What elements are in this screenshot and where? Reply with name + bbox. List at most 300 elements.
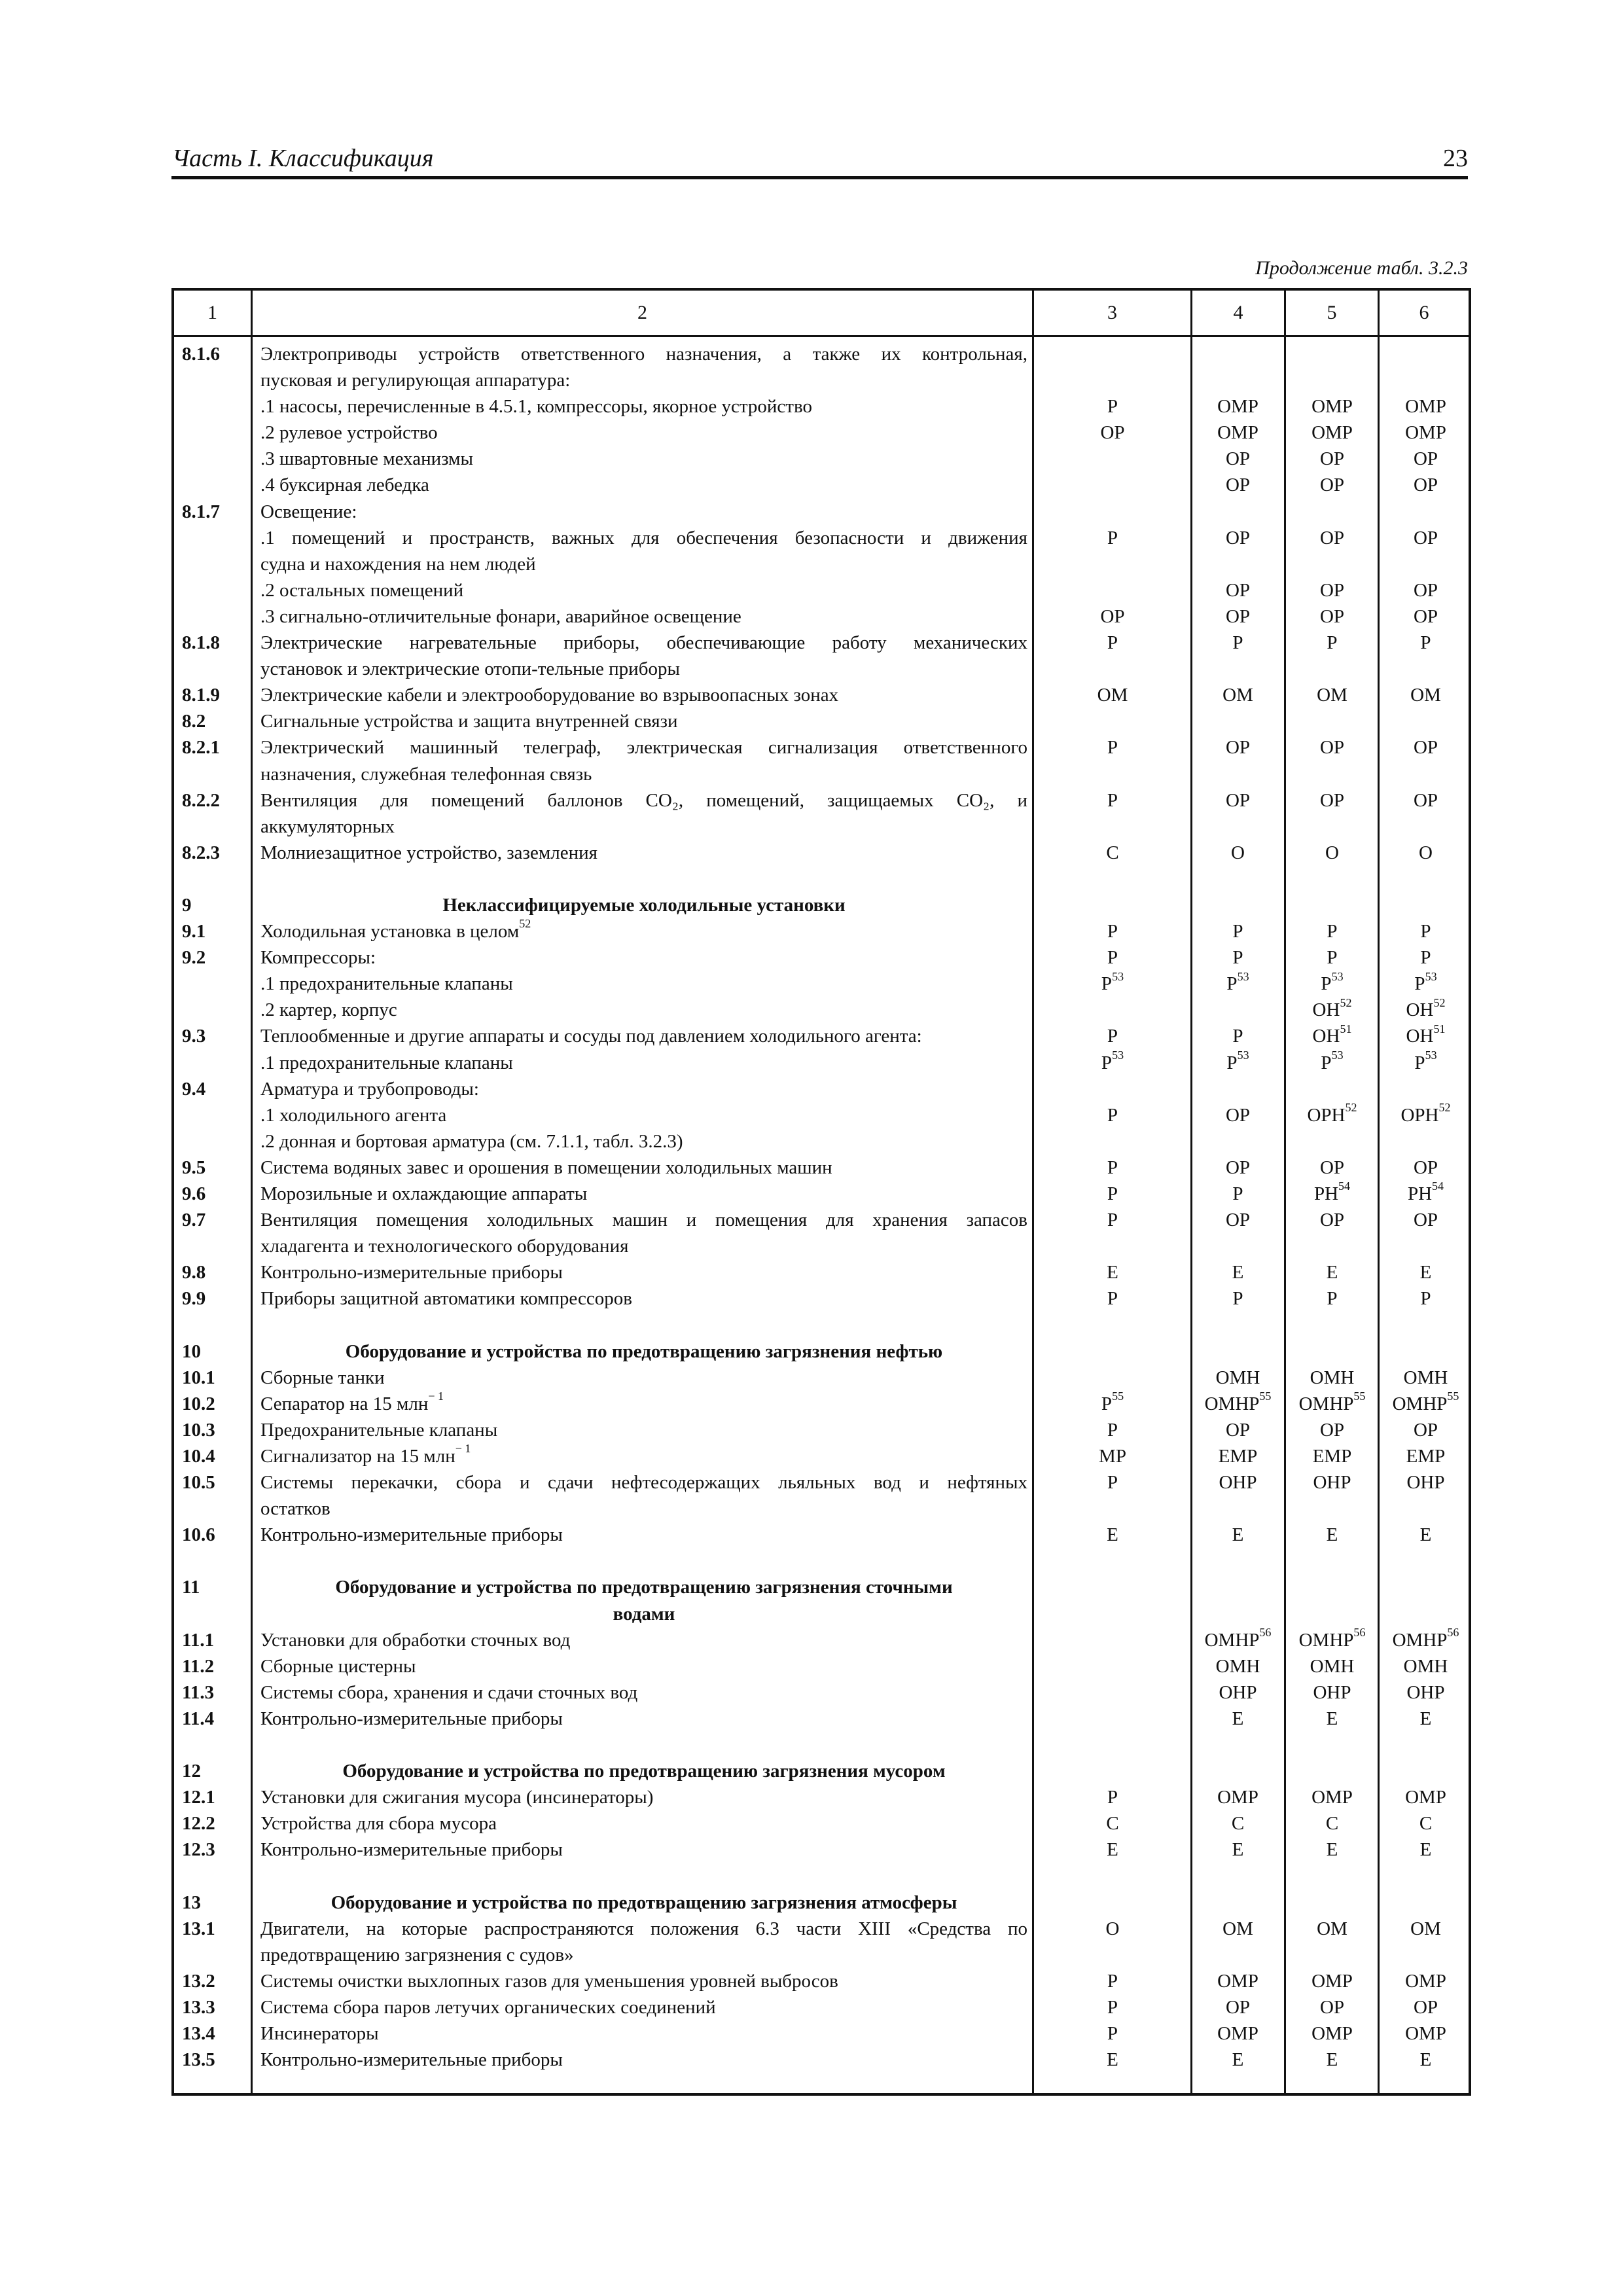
table-row — [174, 1968, 1469, 1994]
table-row — [174, 1496, 1469, 1522]
header-row-divider — [174, 335, 1469, 337]
value-col-5: ОР — [1319, 1419, 1345, 1441]
value-col-5: ОРН$^{52}$ — [1307, 1101, 1357, 1126]
value-col-5: Р — [1327, 1288, 1338, 1310]
row-description: Оборудование и устройства по предотвращению загрязнения сточными — [335, 1577, 953, 1598]
value-col-3: Р — [1107, 2023, 1118, 2044]
table-row — [174, 367, 1469, 393]
row-description: Контрольно-измерительные приборы — [260, 2049, 563, 2071]
table-row — [174, 1417, 1469, 1443]
table-row — [174, 1732, 1469, 1758]
row-number: 12 — [182, 1761, 201, 1782]
row-description: Сборные цистерны — [260, 1655, 416, 1677]
row-description: .3 швартовные механизмы — [260, 448, 473, 470]
row-description: Контрольно-измерительные приборы — [260, 1708, 563, 1729]
value-col-5: ОМР — [1311, 422, 1353, 444]
table-row — [174, 1233, 1469, 1259]
value-col-4: $Р^{53}$ — [1226, 969, 1249, 995]
value-col-5: ОР — [1319, 605, 1345, 627]
table-row — [174, 761, 1469, 787]
value-col-5: ОР — [1319, 448, 1345, 470]
value-col-5: Е — [1326, 1524, 1338, 1546]
value-col-3: Р — [1107, 1787, 1118, 1808]
row-description: Система водяных завес и орошения в помещении холодильных машин — [260, 1157, 832, 1178]
table-row — [174, 1365, 1469, 1391]
row-number: 12.2 — [182, 1813, 215, 1835]
value-col-3: Р — [1107, 921, 1118, 942]
row-number: 12.1 — [182, 1787, 215, 1808]
table-row — [174, 1758, 1469, 1784]
row-number: 9.2 — [182, 947, 206, 969]
value-col-4: Р — [1232, 921, 1243, 942]
value-col-6: ОМР — [1405, 1970, 1446, 1992]
row-number: 13.2 — [182, 1970, 215, 1992]
row-number: 8.1.6 — [182, 344, 220, 365]
value-col-3: Р — [1107, 527, 1118, 548]
value-col-4: ОМН — [1215, 1367, 1260, 1388]
row-description: Системы очистки выхлопных газов для уменьшения уровней выбросов — [260, 1970, 838, 1992]
column-header: 4 — [1233, 302, 1243, 323]
row-number: 9.1 — [182, 921, 206, 942]
row-description: судна и нахождения на нем людей — [260, 553, 536, 575]
value-col-4: ОМНР$^{56}$ — [1204, 1625, 1272, 1651]
table-row — [174, 1391, 1469, 1417]
classification-table — [171, 288, 1471, 2096]
table-row — [174, 551, 1469, 577]
row-number: 8.2.2 — [182, 789, 220, 811]
row-description: Электрический машинный телеграф, электрическая сигнализация ответственного — [260, 737, 1027, 759]
value-col-6: ОН$^{52}$ — [1406, 996, 1446, 1021]
value-col-6: Е — [1419, 1839, 1432, 1861]
row-number: 9.8 — [182, 1262, 206, 1283]
table-row — [174, 1338, 1469, 1365]
table-body — [174, 341, 1469, 2073]
table-row — [174, 1102, 1469, 1128]
table-row — [174, 656, 1469, 682]
row-number: 9.3 — [182, 1026, 206, 1047]
value-col-4: ОР — [1225, 1419, 1251, 1441]
table-row — [174, 1259, 1469, 1285]
table-row — [174, 1679, 1469, 1706]
column-header: 5 — [1327, 302, 1337, 323]
value-col-5: Р — [1327, 921, 1338, 942]
table-continuation-caption: Продолжение табл. 3.2.3 — [1255, 257, 1468, 279]
row-description: водами — [613, 1603, 675, 1624]
value-col-4: ОНР — [1219, 1681, 1257, 1703]
value-col-5: ОН$^{52}$ — [1312, 996, 1352, 1021]
row-description: пусковая и регулирующая аппаратура: — [260, 370, 571, 391]
table-row — [174, 1443, 1469, 1469]
row-number: 9.9 — [182, 1288, 206, 1310]
value-col-5: ОР — [1319, 1157, 1345, 1178]
table-row — [174, 1942, 1469, 1968]
row-number: 10 — [182, 1340, 201, 1362]
value-col-6: Р — [1420, 947, 1431, 969]
value-col-6: ОР — [1413, 605, 1438, 627]
table-row — [174, 577, 1469, 603]
table-row — [174, 393, 1469, 420]
value-col-3: Р — [1107, 1104, 1118, 1126]
row-description: .1 помещений и пространств, важных для обеспечения безопасности и движения — [260, 527, 1027, 548]
row-description: Контрольно-измерительные приборы — [260, 1839, 563, 1861]
value-col-4: ОР — [1225, 527, 1251, 548]
table-row — [174, 525, 1469, 551]
value-col-6: РН$^{54}$ — [1407, 1179, 1444, 1204]
value-col-4: ОМНР$^{55}$ — [1204, 1390, 1272, 1414]
value-col-5: ОМР — [1311, 1787, 1353, 1808]
table-row — [174, 1863, 1469, 1889]
value-col-6: ОНР — [1406, 1472, 1445, 1494]
table-row — [174, 2020, 1469, 2047]
table-row — [174, 1653, 1469, 1679]
value-col-4: ОМ — [1222, 1918, 1253, 1939]
row-number: 13.5 — [182, 2049, 215, 2071]
value-col-3: $Р^{53}$ — [1101, 969, 1124, 995]
table-row — [174, 1155, 1469, 1181]
value-col-6: ОР — [1413, 737, 1438, 759]
row-description: Сборные танки — [260, 1367, 385, 1388]
value-col-3: ОМ — [1097, 685, 1128, 706]
value-col-6: ОР — [1413, 448, 1438, 470]
row-description: Теплообменные и другие аппараты и сосуды под давлением холодильного агента: — [260, 1026, 922, 1047]
row-number: 13.4 — [182, 2023, 215, 2044]
value-col-6: ОР — [1413, 527, 1438, 548]
value-col-6: ОНР — [1406, 1681, 1445, 1703]
value-col-6: С — [1419, 1813, 1433, 1835]
table-row — [174, 892, 1469, 918]
row-description: .1 предохранительные клапаны — [260, 973, 513, 995]
table-row — [174, 1207, 1469, 1233]
row-description: Холодильная установка в целом$^{52}$ — [260, 917, 531, 942]
row-description: .2 остальных помещений — [260, 579, 464, 601]
value-col-3: Е — [1107, 1262, 1118, 1283]
table-row — [174, 1050, 1469, 1076]
value-col-4: ОР — [1225, 605, 1251, 627]
table-row — [174, 1706, 1469, 1732]
table-row — [174, 734, 1469, 761]
value-col-6: Е — [1419, 1708, 1432, 1729]
value-col-5: ОР — [1319, 1210, 1345, 1231]
row-description: Инсинераторы — [260, 2023, 379, 2044]
column-header: 6 — [1419, 302, 1429, 323]
table-row — [174, 1837, 1469, 1863]
value-col-3: Е — [1107, 1839, 1118, 1861]
value-col-6: Е — [1419, 1524, 1432, 1546]
row-description: Сигнальные устройства и защита внутренней связи — [260, 711, 678, 732]
row-number: 9.6 — [182, 1183, 206, 1204]
row-description: Оборудование и устройства по предотвращению загрязнения атмосферы — [330, 1892, 957, 1913]
value-col-3: МР — [1099, 1445, 1126, 1467]
value-col-5: ОР — [1319, 527, 1345, 548]
table-row — [174, 341, 1469, 367]
row-description: Молниезащитное устройство, заземления — [260, 842, 597, 863]
page-header-title: Часть I. Классификация — [172, 145, 434, 172]
value-col-4: Е — [1232, 1839, 1244, 1861]
row-number: 8.2.3 — [182, 842, 220, 863]
value-col-4: ОНР — [1219, 1472, 1257, 1494]
value-col-4: Е — [1232, 2049, 1244, 2071]
value-col-6: ОМН — [1403, 1367, 1448, 1388]
value-col-6: ОМН — [1403, 1655, 1448, 1677]
value-col-3: Е — [1107, 2049, 1118, 2071]
row-number: 11.4 — [182, 1708, 215, 1729]
table-row — [174, 1916, 1469, 1942]
row-description: Компрессоры: — [260, 947, 376, 969]
value-col-4: Е — [1232, 1262, 1244, 1283]
value-col-5: ОН$^{51}$ — [1312, 1022, 1352, 1047]
row-number: 8.1.9 — [182, 685, 220, 706]
value-col-3: Р — [1107, 1210, 1118, 1231]
table-row — [174, 1627, 1469, 1653]
table-header-row — [174, 291, 1469, 335]
value-col-3: Р — [1107, 396, 1118, 418]
row-number: 11.2 — [182, 1655, 215, 1677]
row-description: остатков — [260, 1498, 330, 1520]
value-col-5: ОР — [1319, 475, 1345, 496]
row-description: Контрольно-измерительные приборы — [260, 1524, 563, 1546]
row-description: Морозильные и охлаждающие аппараты — [260, 1183, 588, 1204]
value-col-3: ОР — [1100, 422, 1125, 444]
row-description: Сепаратор на 15 млн$^{- 1}$ — [260, 1390, 444, 1414]
value-col-6: ОР — [1413, 789, 1438, 811]
table-row — [174, 682, 1469, 708]
table-row — [174, 997, 1469, 1023]
value-col-4: Е — [1232, 1524, 1244, 1546]
table-row — [174, 630, 1469, 656]
value-col-3: Р — [1107, 1183, 1118, 1204]
table-row — [174, 446, 1469, 472]
table-row — [174, 420, 1469, 446]
value-col-4: ОМН — [1215, 1655, 1260, 1677]
value-col-5: ОМНР$^{55}$ — [1298, 1390, 1366, 1414]
table-row — [174, 472, 1469, 498]
table-row — [174, 814, 1469, 840]
value-col-6: ОР — [1413, 1157, 1438, 1178]
value-col-6: Р — [1420, 632, 1431, 654]
value-col-3: Р — [1107, 1288, 1118, 1310]
row-description: .2 рулевое устройство — [260, 422, 438, 444]
table-row — [174, 708, 1469, 734]
row-description: Оборудование и устройства по предотвращению загрязнения нефтью — [345, 1340, 943, 1362]
table-row — [174, 1128, 1469, 1155]
table-row — [174, 1469, 1469, 1496]
row-number: 9.5 — [182, 1157, 206, 1178]
value-col-4: ОР — [1225, 448, 1251, 470]
value-col-5: $Р^{53}$ — [1321, 1048, 1344, 1073]
value-col-6: ОМР — [1405, 1787, 1446, 1808]
value-col-6: ОР — [1413, 1419, 1438, 1441]
value-col-6: ОН$^{51}$ — [1406, 1022, 1446, 1047]
value-col-4: ЕМР — [1218, 1445, 1258, 1467]
value-col-4: Р — [1232, 1183, 1243, 1204]
value-col-3: С — [1106, 842, 1119, 863]
row-number: 10.4 — [182, 1445, 215, 1467]
value-col-5: ОМ — [1317, 1918, 1347, 1939]
value-col-3: Р — [1107, 1157, 1118, 1178]
row-description: Неклассифицируемые холодильные установки — [442, 894, 846, 916]
value-col-6: ОРН$^{52}$ — [1400, 1101, 1451, 1126]
value-col-3: Р — [1107, 1419, 1118, 1441]
value-col-5: ОНР — [1313, 1472, 1351, 1494]
value-col-5: ОМР — [1311, 396, 1353, 418]
value-col-5: ОМР — [1311, 1970, 1353, 1992]
table-row — [174, 866, 1469, 892]
row-number: 9.4 — [182, 1078, 206, 1100]
value-col-4: ОМР — [1217, 2023, 1258, 2044]
row-number: 9 — [182, 894, 192, 916]
value-col-6: ОМНР$^{56}$ — [1392, 1625, 1459, 1651]
row-number: 8.2.1 — [182, 737, 220, 759]
table-row — [174, 1890, 1469, 1916]
value-col-5: ЕМР — [1312, 1445, 1352, 1467]
value-col-4: Р — [1232, 947, 1243, 969]
value-col-5: Р — [1327, 947, 1338, 969]
table-row — [174, 1574, 1469, 1600]
row-description: Системы перекачки, сбора и сдачи нефтесодержащих льяльных вод и нефтяных — [260, 1472, 1027, 1494]
row-description: предотвращению загрязнения с судов» — [260, 1944, 574, 1965]
value-col-5: ОМНР$^{56}$ — [1298, 1625, 1366, 1651]
row-number: 10.1 — [182, 1367, 215, 1388]
value-col-6: Е — [1419, 2049, 1432, 2071]
table-row — [174, 2047, 1469, 2073]
value-col-5: ОР — [1319, 737, 1345, 759]
value-col-3: Р — [1107, 632, 1118, 654]
table-row — [174, 1784, 1469, 1810]
value-col-3: Р — [1107, 1026, 1118, 1047]
value-col-6: ОР — [1413, 1996, 1438, 2018]
page-number: 23 — [1443, 145, 1468, 172]
value-col-4: ОМ — [1222, 685, 1253, 706]
table-row — [174, 1601, 1469, 1627]
row-description: Двигатели, на которые распространяются положения 6.3 части XIII «Средства по — [260, 1918, 1027, 1939]
row-number: 10.3 — [182, 1419, 215, 1441]
value-col-6: ОМ — [1410, 685, 1441, 706]
table-row — [174, 840, 1469, 866]
table-row — [174, 971, 1469, 997]
value-col-3: $Р^{53}$ — [1101, 1048, 1124, 1073]
row-number: 11.1 — [182, 1629, 215, 1651]
value-col-5: ОНР — [1313, 1681, 1351, 1703]
value-col-5: О — [1325, 842, 1339, 863]
value-col-6: ОР — [1413, 579, 1438, 601]
table-row — [174, 1994, 1469, 2020]
row-number: 11.3 — [182, 1681, 215, 1703]
value-col-3: О — [1105, 1918, 1120, 1939]
value-col-6: Е — [1419, 1262, 1432, 1283]
row-description: Вентиляция помещения холодильных машин и помещения для хранения запасов — [260, 1210, 1027, 1231]
row-number: 8.1.8 — [182, 632, 220, 654]
row-number: 10.5 — [182, 1472, 215, 1494]
row-number: 10.2 — [182, 1393, 215, 1414]
value-col-5: ОМН — [1310, 1655, 1355, 1677]
row-number: 13 — [182, 1892, 201, 1913]
header-rule — [171, 176, 1468, 179]
row-description: хладагента и технологического оборудования — [260, 1236, 629, 1257]
row-description: Вентиляция для помещений баллонов СО₂, помещений, защищаемых СО₂, и — [260, 789, 1027, 811]
row-number: 8.1.7 — [182, 501, 220, 522]
value-col-6: Р — [1420, 1288, 1431, 1310]
row-description: .2 донная и бортовая арматура (см. 7.1.1, табл. 3.2.3) — [260, 1130, 683, 1152]
value-col-4: ОМР — [1217, 396, 1258, 418]
value-col-4: ОР — [1225, 1157, 1251, 1178]
table-row — [174, 1810, 1469, 1837]
row-description: установок и электрические отопи-тельные приборы — [260, 658, 680, 680]
value-col-6: ОМНР$^{55}$ — [1392, 1390, 1459, 1414]
row-description: Электрические кабели и электрооборудование во взрывоопасных зонах — [260, 685, 839, 706]
column-header: 1 — [207, 302, 217, 323]
table-row — [174, 1285, 1469, 1312]
value-col-4: ОР — [1225, 1210, 1251, 1231]
row-description: .3 сигнально-отличительные фонари, аварийное освещение — [260, 605, 741, 627]
row-description: Оборудование и устройства по предотвращению загрязнения мусором — [342, 1761, 946, 1782]
row-description: .1 предохранительные клапаны — [260, 1052, 513, 1073]
value-col-6: О — [1419, 842, 1433, 863]
row-number: 13.3 — [182, 1996, 215, 2018]
row-description: Устройства для сбора мусора — [260, 1813, 497, 1835]
value-col-5: ОР — [1319, 1996, 1345, 2018]
table-row — [174, 499, 1469, 525]
value-col-6: $Р^{53}$ — [1414, 1048, 1437, 1073]
value-col-3: Р — [1107, 789, 1118, 811]
row-description: Приборы защитной автоматики компрессоров — [260, 1288, 632, 1310]
value-col-5: Е — [1326, 2049, 1338, 2071]
table-row — [174, 944, 1469, 971]
value-col-4: ОР — [1225, 789, 1251, 811]
row-description: Установки для обработки сточных вод — [260, 1629, 571, 1651]
value-col-5: ОР — [1319, 579, 1345, 601]
row-description: .2 картер, корпус — [260, 999, 397, 1021]
value-col-4: Р — [1232, 632, 1243, 654]
value-col-4: Р — [1232, 1288, 1243, 1310]
row-description: Контрольно-измерительные приборы — [260, 1262, 563, 1283]
value-col-4: $Р^{53}$ — [1226, 1048, 1249, 1073]
value-col-3: ОР — [1100, 605, 1125, 627]
table-row — [174, 1548, 1469, 1574]
row-number: 8.2 — [182, 711, 206, 732]
row-number: 11 — [182, 1577, 200, 1598]
row-description: назначения, служебная телефонная связь — [260, 763, 592, 785]
value-col-5: ОМ — [1317, 685, 1347, 706]
value-col-5: ОМР — [1311, 2023, 1353, 2044]
row-description: .1 насосы, перечисленные в 4.5.1, компрессоры, якорное устройство — [260, 396, 812, 418]
value-col-5: Е — [1326, 1708, 1338, 1729]
value-col-3: Р — [1107, 737, 1118, 759]
value-col-4: Р — [1232, 1026, 1243, 1047]
row-number: 12.3 — [182, 1839, 215, 1861]
value-col-4: С — [1231, 1813, 1245, 1835]
value-col-4: О — [1231, 842, 1245, 863]
value-col-5: С — [1325, 1813, 1339, 1835]
row-description: Электроприводы устройств ответственного назначения, а также их контрольная, — [260, 344, 1027, 365]
value-col-3: Р — [1107, 1996, 1118, 2018]
row-description: Освещение: — [260, 501, 357, 522]
table-row — [174, 1522, 1469, 1548]
row-description: Предохранительные клапаны — [260, 1419, 498, 1441]
value-col-5: ОМН — [1310, 1367, 1355, 1388]
value-col-6: ОР — [1413, 1210, 1438, 1231]
value-col-5: Р — [1327, 632, 1338, 654]
value-col-6: ОР — [1413, 475, 1438, 496]
value-col-3: С — [1106, 1813, 1119, 1835]
value-col-6: ОМР — [1405, 2023, 1446, 2044]
value-col-4: Е — [1232, 1708, 1244, 1729]
table-row — [174, 1312, 1469, 1338]
value-col-5: $Р^{53}$ — [1321, 969, 1344, 995]
row-description: Системы сбора, хранения и сдачи сточных вод — [260, 1681, 638, 1703]
row-description: .4 буксирная лебедка — [260, 475, 429, 496]
value-col-4: ОР — [1225, 737, 1251, 759]
value-col-6: ОМ — [1410, 1918, 1441, 1939]
